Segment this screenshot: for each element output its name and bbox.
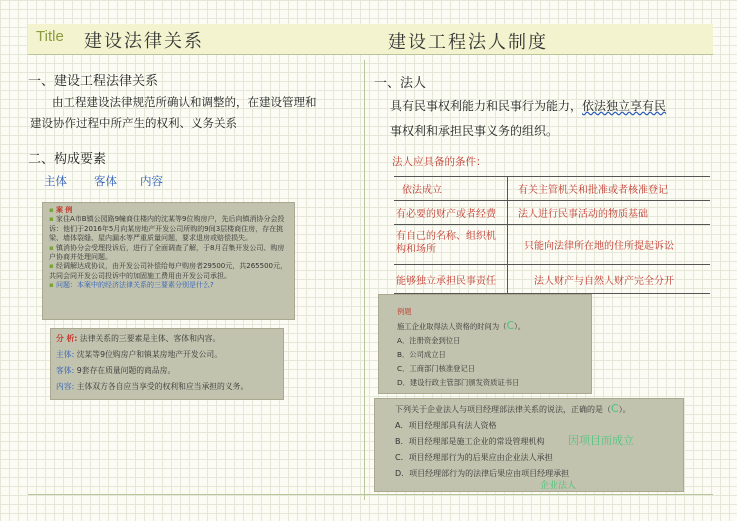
right-page-title: 建设工程法人制度 xyxy=(388,32,548,53)
analysis-box xyxy=(50,328,284,400)
case-question: 问题：本案中的经济法律关系的三要素分别是什么? xyxy=(55,281,214,290)
handwritten-note-2: 企业法人 xyxy=(540,481,577,491)
content-text: 主体双方各自应当享受的权利和应当承担的义务。 xyxy=(76,382,249,391)
table-cell: 有必要的财产或者经费 xyxy=(396,209,496,220)
element-object: 客体 xyxy=(94,174,117,188)
conditions-table xyxy=(394,176,710,294)
column-divider xyxy=(364,60,365,500)
definition-part-a: 具有民事权利能力和民事行为能力， xyxy=(390,99,583,113)
table-cell: 法人财产与自然人财产完全分开 xyxy=(534,276,674,287)
case-box: ▪ 案 例 ▪ 家住A市B镇公园路9幢商住楼内的沈某等9位购房户，先后向镇消协分会投诉：他们于2016年5月向某房地产开发公司所购的9间3层楼商住房，存在挑梁、墙体裂缝、屋内漏水等严重质量问题，要求退房或赔偿损失。 ▪ 镇消协分会受理投诉后，进行了全面调查了解，于8月召集开发公司、购房户协商并处理问题。 ▪ 经调解达成协议，由开发公司补偿给每户购房者29500元，共265500元，共同会同开发公司投诉中的加固施工费用由开发公司承担。 ▪ 问题：本案中的经济法律关系的三要素分别是什么? xyxy=(42,202,295,320)
object-label: 客体: xyxy=(56,366,75,375)
analysis-label: 分 析: xyxy=(56,334,78,343)
example-2-option: A．项目经理部具有法人资格 xyxy=(395,421,497,430)
example-label: 例题 xyxy=(397,307,412,316)
table-rule xyxy=(394,264,710,265)
example-2-question: 下列关于企业法人与项目经理部法律关系的说法，正确的是（ xyxy=(395,405,611,414)
example-1-answer: C xyxy=(506,319,515,332)
table-cell: 有自己的名称、组织机构和场所 xyxy=(396,231,496,255)
case-bullet: 家住A市B镇公园路9幢商住楼内的沈某等9位购房户，先后向镇消协分会投诉：他们于2016年5月向某房地产开发公司所购的9间3层楼商住房，存在挑梁、墙体裂缝、屋内漏水等严重质量问题，要求退房或赔偿损失。 xyxy=(49,215,285,243)
definition-part-b: 依法独立享有民 xyxy=(582,99,667,113)
example-2-question-end: ）。 xyxy=(618,405,631,414)
example-1-box xyxy=(378,294,592,394)
case-label: 案 例 xyxy=(55,206,73,214)
table-cell: 只能向法律所在地的住所提起诉讼 xyxy=(524,241,674,252)
example-2-answer: C xyxy=(611,402,619,415)
example-1-question-end: ）。 xyxy=(514,322,526,331)
example-1-option: B．公司成立日 xyxy=(397,350,446,359)
conditions-title: 法人应具备的条件： xyxy=(392,156,487,168)
example-2-option: B．项目经理部是施工企业的常设管理机构 xyxy=(395,437,545,446)
table-column-rule xyxy=(507,176,508,294)
section-1-line-1: 由工程建设法律规范所确认和调整的，在建设管理和 xyxy=(52,95,317,109)
table-cell: 能够独立承担民事责任 xyxy=(396,276,496,287)
case-bullet: 镇消协分会受理投诉后，进行了全面调查了解，于8月召集开发公司、购房户协商并处理问题。 xyxy=(49,243,285,262)
table-cell: 法人进行民事活动的物质基础 xyxy=(518,209,648,220)
section-1-line-2: 建设协作过程中所产生的权利、义务关系 xyxy=(30,116,237,130)
example-1-option: C．工商部门核准登记日 xyxy=(397,364,476,373)
handwritten-note-1: 因项目而成立 xyxy=(568,434,634,447)
analysis-intro: 法律关系的三要素是主体、客体和内容。 xyxy=(79,334,221,343)
subject-label: 主体: xyxy=(56,350,75,359)
element-subject: 主体 xyxy=(44,174,67,188)
subject-text: 沈某等9位购房户和镇某房地产开发公司。 xyxy=(76,350,223,359)
element-content: 内容 xyxy=(140,174,163,188)
example-1-option: D．建设行政主管部门颁发资质证书日 xyxy=(397,378,520,387)
case-bullet: 经调解达成协议，由开发公司补偿给每户购房者29500元，共265500元，共同会同开发公司投诉中的加固施工费用由开发公司承担。 xyxy=(49,262,287,280)
header-divider xyxy=(28,54,713,55)
object-text: 9套存在质量问题的商品房。 xyxy=(76,366,176,375)
title-tag: Title xyxy=(36,28,64,45)
right-section-1-title: 一、法人 xyxy=(374,76,427,91)
section-2-title: 二、构成要素 xyxy=(28,152,107,167)
table-cell: 有关主管机关和批准或者核准登记 xyxy=(518,185,668,196)
content-label: 内容: xyxy=(56,382,75,391)
table-cell: 依法成立 xyxy=(402,185,442,196)
example-1-option: A．注册资金到位日 xyxy=(397,336,461,345)
left-page-title: 建设法律关系 xyxy=(84,31,204,52)
definition-line-1 xyxy=(390,97,666,114)
table-rule xyxy=(394,224,710,225)
bottom-divider xyxy=(28,494,713,495)
example-2-option: C．项目经理部行为的后果应由企业法人承担 xyxy=(395,453,553,462)
table-rule xyxy=(394,176,710,177)
example-2-box xyxy=(374,398,684,492)
definition-line-2: 事权利和承担民事义务的组织。 xyxy=(390,124,559,138)
example-2-option: D．项目经理部行为的法律后果应由项目经理承担 xyxy=(395,469,570,478)
section-1-title: 一、建设工程法律关系 xyxy=(28,74,159,89)
table-rule xyxy=(394,200,710,201)
example-1-question: 施工企业取得法人资格的时间为（ xyxy=(397,322,507,331)
